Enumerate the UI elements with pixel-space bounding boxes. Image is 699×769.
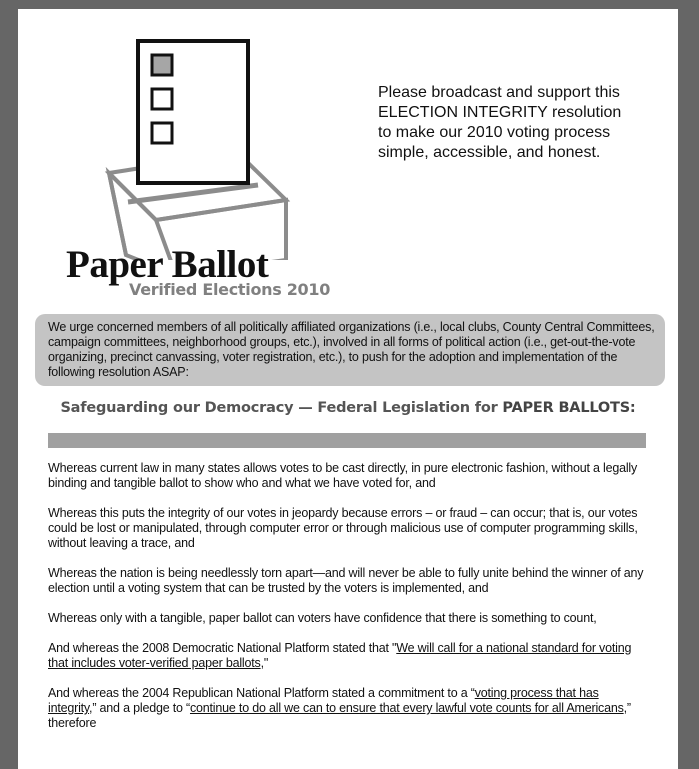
p5-after: ,"	[260, 656, 269, 670]
empty-box-icon	[152, 123, 172, 143]
whereas-paragraph-6	[48, 686, 648, 731]
democratic-platform-quote: We will call for a national standard for voting that includes voter-verified paper ballots	[48, 641, 632, 670]
logo-subtitle: Verified Elections 2010	[129, 280, 331, 299]
checked-box-icon	[152, 55, 172, 75]
urge-box: We urge concerned members of all politically affiliated organizations (i.e., local clubs, County Central Committees, campaign committees, neighborhood groups, etc.), involved in all forms of political action (i.e., get-out-the-vote organizing, precinct canvassing, voter registration, etc.), to push for the adoption and implementation of the following resolution ASAP:	[35, 314, 665, 386]
ballot-box-icon	[66, 30, 356, 260]
republican-platform-quote-2: continue to do all we can to ensure that every lawful vote counts for all Americans	[189, 701, 624, 715]
resolution-body	[48, 461, 648, 746]
paper-ballot-logo	[66, 30, 356, 315]
intro-callout: Please broadcast and support this ELECTION INTEGRITY resolution to make our 2010 voting process simple, accessible, and honest.	[378, 84, 622, 161]
whereas-paragraph-3: Whereas the nation is being needlessly torn apart—and will never be able to fully unite behind the winner of any election until a voting system that can be trusted by the voters is implemented, and	[48, 566, 644, 595]
heading-caps: PAPER BALLOTS:	[502, 400, 636, 416]
resolution-heading	[18, 400, 678, 416]
whereas-paragraph-4: Whereas only with a tangible, paper ballot can voters have confidence that there is something to count,	[48, 611, 597, 625]
heading-prefix: Safeguarding our Democracy — Federal Legislation for	[60, 400, 503, 416]
p5-before: And whereas the 2008 Democratic National Platform stated that "	[48, 641, 397, 655]
logo-title: Paper Ballot	[66, 243, 269, 286]
document-page	[18, 9, 678, 769]
divider-bar	[48, 433, 646, 448]
whereas-paragraph-1: Whereas current law in many states allows votes to be cast directly, in pure electronic fashion, without a legally binding and tangible ballot to show who and what we have voted for, and	[48, 461, 638, 490]
republican-platform-quote-1: voting process that has integrity	[48, 686, 599, 715]
empty-box-icon	[152, 89, 172, 109]
p6-middle: ,” and a pledge to “	[89, 701, 190, 715]
whereas-paragraph-2: Whereas this puts the integrity of our votes in jeopardy because errors – or fraud – can occur; that is, our votes could be lost or manipulated, through computer error or through malicious use of computer programming skills, without leaving a trace, and	[48, 506, 638, 550]
p6-before: And whereas the 2004 Republican National Platform stated a commitment to a “	[48, 686, 475, 700]
whereas-paragraph-5	[48, 641, 648, 671]
p6-after: ,” therefore	[48, 701, 631, 730]
